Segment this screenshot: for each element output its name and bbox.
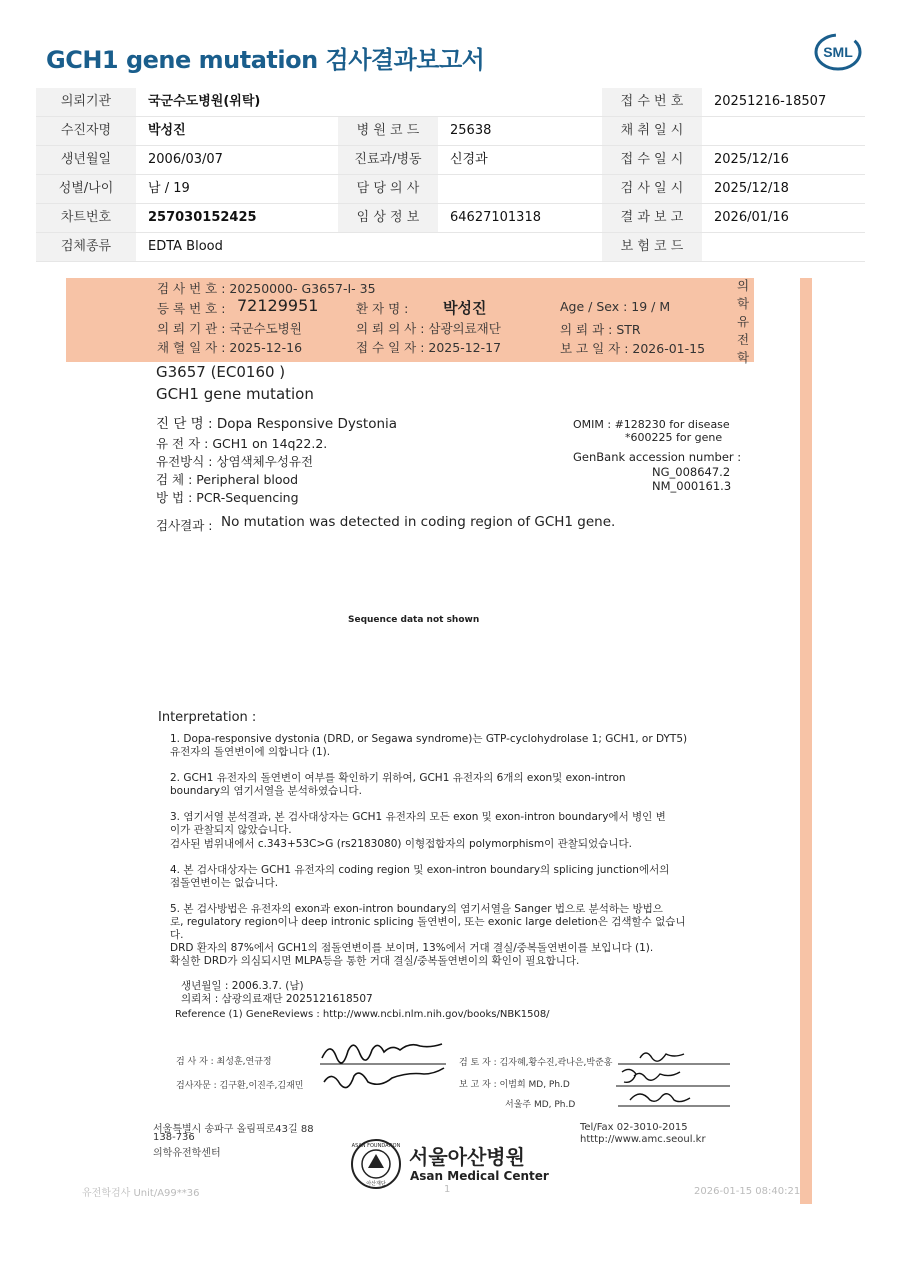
reviewer-signature-icon: [610, 1044, 734, 1110]
tel-fax: Tel/Fax 02-3010-2015: [580, 1122, 688, 1133]
sml-logo: [812, 30, 864, 74]
label-hosp-code: 병 원 코 드: [338, 117, 438, 145]
request-note: 의뢰처 : 삼광의료재단 2025121618507: [181, 993, 373, 1005]
diagnosis: 진 단 명 : Dopa Responsive Dystonia: [156, 416, 398, 432]
label-examinee: 수진자명: [36, 117, 136, 145]
vertical-dept-label: [736, 277, 750, 367]
value-dept: 신경과: [450, 152, 488, 167]
interp-line: 확실한 DRD가 의심되시면 MLPA등을 통한 거대 결실/중복돌연변이의 확인이 필요합니다.: [170, 955, 580, 967]
interp-line: 4. 본 검사대상자는 GCH1 유전자의 coding region 및 exon-intron boundary의 splicing junction에서의: [170, 864, 670, 876]
value-result: 2026/01/16: [714, 210, 789, 225]
hospital-name-en: Asan Medical Center: [410, 1169, 549, 1183]
hospital-name-kr: 서울아산병원: [409, 1145, 525, 1169]
label-birth: 생년월일: [36, 146, 136, 174]
reporter: 보 고 자 : 이범희 MD, Ph.D: [459, 1080, 570, 1090]
accession-2: NM_000161.3: [652, 479, 732, 493]
interp-line: 점돌연변이는 없습니다.: [170, 877, 279, 889]
reg-label: 등 록 번 호 :: [157, 301, 226, 316]
test-code: G3657 (EC0160 ): [156, 363, 286, 381]
reg-value: 72129951: [237, 296, 319, 315]
interp-line: 2. GCH1 유전자의 돌연변이 여부를 확인하기 위하여, GCH1 유전자의 6개의 exon및 exon-intron: [170, 772, 626, 784]
label-recv-date: 접 수 일 시: [602, 146, 702, 174]
sequence-note: Sequence data not shown: [348, 615, 480, 625]
receive-date: 접 수 일 자 : 2025-12-17: [356, 340, 502, 355]
label-receipt-no: 접 수 번 호: [602, 88, 702, 116]
footer-timestamp: 2026-01-15 08:40:21: [694, 1186, 801, 1197]
right-band: [800, 278, 812, 1204]
interp-line: 1. Dopa-responsive dystonia (DRD, or Segawa syndrome)는 GTP-cyclohydrolase 1; GCH1, or DYT5): [170, 733, 688, 745]
report-title: GCH1 gene mutation 검사결과보고서: [46, 46, 485, 74]
label-sex: 성별/나이: [36, 175, 136, 203]
value-org: 국군수도병원(위탁): [148, 94, 261, 109]
interp-line: 이가 관찰되지 않았습니다.: [170, 824, 292, 836]
request-org: 의 뢰 기 관 : 국군수도병원: [157, 321, 302, 336]
label-result: 결 과 보 고: [602, 204, 702, 232]
vertical-char: 유: [736, 314, 750, 329]
interp-line: 유전자의 돌연변이에 의합니다 (1).: [170, 746, 331, 758]
label-collect: 채 취 일 시: [602, 117, 702, 145]
interp-line: 5. 본 검사방법은 유전자의 exon과 exon-intron boundary의 염기서열을 Sanger 법으로 분석하는 방법으: [170, 903, 663, 915]
vertical-char: 학: [736, 350, 750, 365]
test-number: 검 사 번 호 : 20250000- G3657-I- 35: [157, 281, 376, 296]
omim-gene: *600225 for gene: [625, 431, 723, 444]
interp-line: 3. 염기서열 분석결과, 본 검사대상자는 GCH1 유전자의 모든 exon 및 exon-intron boundary에서 병인 변: [170, 811, 666, 823]
label-clinical: 임 상 정 보: [338, 204, 438, 232]
value-clinical: 64627101318: [450, 210, 541, 225]
footer-unit: 유전학검사 Unit/A99**36: [82, 1188, 200, 1199]
value-sex: 남 / 19: [148, 181, 190, 196]
patient-value: 박성진: [443, 299, 487, 317]
specimen: 검 체 : Peripheral blood: [156, 472, 299, 487]
request-doctor: 의 뢰 의 사 : 삼광의료재단: [356, 321, 501, 336]
test-name: GCH1 gene mutation: [156, 385, 314, 403]
tester: 검 사 자 : 최성훈,연규정: [176, 1057, 272, 1067]
birth-note: 생년월일 : 2006.3.7. (남): [181, 980, 304, 992]
result-label: 검사결과 :: [156, 518, 213, 533]
label-insurance: 보 험 코 드: [602, 233, 702, 261]
vertical-char: 전: [736, 332, 750, 347]
value-recv-date: 2025/12/16: [714, 152, 789, 167]
value-birth: 2006/03/07: [148, 152, 223, 167]
address-line-3: 의학유전학센터: [153, 1148, 221, 1159]
vertical-char: 의: [736, 278, 750, 293]
patient-label: 환 자 명 :: [356, 301, 409, 316]
interp-line: boundary의 염기서열을 분석하였습니다.: [170, 785, 362, 797]
report-date: 보 고 일 자 : 2026-01-15: [560, 341, 706, 356]
website: htttp://www.amc.seoul.kr: [580, 1134, 706, 1145]
interp-line: DRD 환자의 87%에서 GCH1의 점돌연변이를 보이며, 13%에서 거대 결실/중복돌연변이를 보입니다 (1).: [170, 942, 654, 954]
logo-text: SML: [823, 44, 853, 60]
address-line-2: 138-736: [153, 1132, 195, 1143]
footer-page-number: 1: [444, 1184, 451, 1195]
seal-inner-text: 아산재단: [366, 1181, 386, 1187]
advisor: 검사자문 : 김구환,이진주,김재민: [176, 1081, 304, 1091]
value-test-date: 2025/12/18: [714, 181, 789, 196]
method: 방 법 : PCR-Sequencing: [156, 490, 299, 505]
address-line-1: 서울특별시 송파구 올림픽로43길 88: [153, 1124, 314, 1135]
value-examinee: 박성진: [148, 123, 186, 138]
result-text: No mutation was detected in coding region of GCH1 gene.: [221, 514, 616, 530]
reporter-2: 서울주 MD, Ph.D: [505, 1100, 576, 1110]
age-sex: Age / Sex : 19 / M: [560, 299, 671, 314]
label-specimen: 검체종류: [36, 233, 136, 261]
value-specimen: EDTA Blood: [148, 239, 223, 254]
value-hosp-code: 25638: [450, 123, 492, 138]
tester-signature-icon: [320, 1036, 450, 1098]
gene: 유 전 자 : GCH1 on 14q22.2.: [156, 436, 328, 451]
accession-1: NG_008647.2: [652, 465, 731, 479]
interp-line: 다.: [170, 929, 184, 941]
patient-info-table: [36, 88, 865, 260]
reviewer: 검 토 자 : 김자혜,황수진,곽나은,박준홍: [459, 1058, 613, 1068]
label-org: 의뢰기관: [36, 88, 136, 116]
value-receipt-no: 20251216-18507: [714, 94, 827, 109]
label-dept: 진료과/병동: [338, 146, 438, 174]
inheritance: 유전방식 : 상염색체우성유전: [156, 454, 314, 469]
label-doctor: 담 당 의 사: [338, 175, 438, 203]
label-test-date: 검 사 일 시: [602, 175, 702, 203]
label-chart: 차트번호: [36, 204, 136, 232]
omim-disease: OMIM : #128230 for disease: [573, 418, 730, 431]
reference: Reference (1) GeneReviews : http://www.ncbi.nlm.nih.gov/books/NBK1508/: [175, 1009, 550, 1020]
value-chart: 257030152425: [148, 210, 257, 225]
interpretation-title: Interpretation :: [158, 710, 257, 725]
interp-line: 검사된 범위내에서 c.343+53C>G (rs2183080) 이형접합자의 polymorphism이 관찰되었습니다.: [170, 838, 632, 850]
vertical-char: 학: [736, 296, 750, 311]
seal-text: ASAN FOUNDATION: [351, 1143, 401, 1149]
collect-date: 채 혈 일 자 : 2025-12-16: [157, 340, 303, 355]
genbank-label: GenBank accession number :: [573, 450, 742, 464]
interp-line: 로, regulatory region이나 deep intronic splicing 돌연변이, 또는 exonic large deletion은 검색할수 없습니: [170, 916, 686, 928]
asan-foundation-seal-icon: [350, 1138, 402, 1190]
request-dept: 의 뢰 과 : STR: [560, 322, 641, 337]
